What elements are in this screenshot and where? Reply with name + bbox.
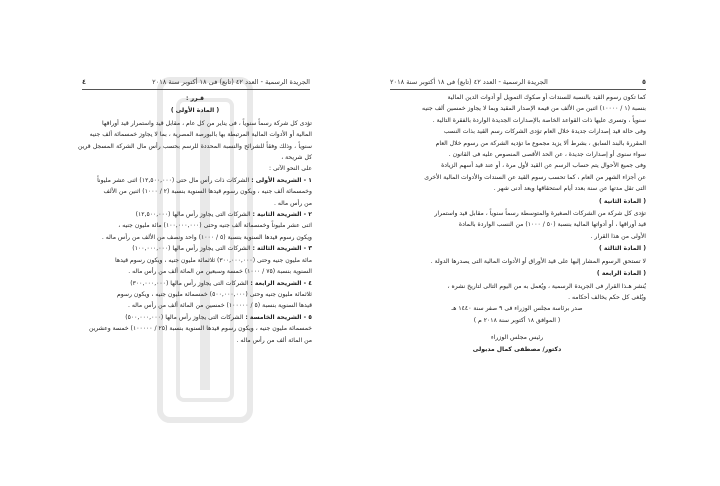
intro-line: بنسبة (١ / ١٠٠٠٠) اثنين من الألف من قيمة الإصدار المقيد وبما لا يجاوز خمسين ألف جنيه (422, 105, 646, 113)
tier-3-cont: السنوية بنسبة (٧٥ / ١٠٠٠) خمسة وسبعين من المائة ألف من رأس ماله . (128, 268, 312, 276)
article-2-line: الأولى من هذا القرار . (590, 232, 646, 240)
article-4-line: ويُلغى كل حكم يخالف أحكامه . (568, 293, 646, 301)
tier-2-cont: اثنى عشر مليوناً وخمسمائة ألف جنيه وحتى (١٠٠,٠٠٠,٠٠٠) مائة مليون جنيه ، (118, 222, 312, 230)
article-3-line: لا تستحق الرسوم المشار إليها على قيد الأوراق أو الأدوات المالية التى يصدرها الدولة . (430, 257, 646, 265)
intro-line: سنوياً ، وتسرى عليها ذات القواعد الخاصة بالإصدارات الجديدة الواردة بالفقرة التالية . (432, 116, 646, 124)
tier-2-cont: ويكون رسوم قيدها السنوية بنسبة (٥ / ١٠٠٠) واحد ونصف من الألف من رأس ماله . (101, 233, 312, 241)
article-4-title: ( المادة الرابعة ) (596, 270, 646, 278)
corresponding-date: ( الموافق ١٨ أكتوبر سنة ٢٠١٨ م ) (473, 316, 561, 324)
article-1-line: تؤدى كل شركة رسماً سنوياً ، فى يناير من كل عام ، مقابل قيد واستمرار قيد أوراقها (102, 119, 312, 127)
tier-4-cont: ثلاثمائة مليون جنيه وحتى (٥٠٠,٠٠٠,٠٠٠) خمسمائة مليون جنيه ، ويكون رسوم (116, 290, 312, 298)
tier-3-cont: مائة مليون جنيه وحتى (٣٠٠,٠٠٠,٠٠٠) ثلاثمائة مليون جنيه ، ويكون رسوم قيدها (115, 256, 312, 264)
article-1-title: ( المادة الأولى ) (170, 107, 220, 115)
signature-block (388, 332, 646, 355)
tier-2-line (78, 209, 312, 220)
left-page-number: ٤ (82, 78, 87, 86)
tier-5-cont: خمسمائة مليون جنيه ، ويكون رسوم قيدها السنوية بنسبة (٢٥ / ١٠٠٠٠٠) خمسة وعشرين (88, 325, 312, 333)
tier-4-label: ٤ - الشريحة الرابعة : (250, 279, 312, 287)
tier-4-text: الشركات التى يجاوز رأس مالها (٣٠٠,٠٠٠,٠٠٠) (130, 279, 249, 287)
article-2-line: تؤدى كل شركة من الشركات الصغيرة والمتوسطة رسماً سنوياً ، مقابل قيد واستمرار (434, 210, 646, 218)
issued-at: صدر برئاسة مجلس الوزراء فى ٩ صفر سنة ١٤٤٠ هـ (451, 305, 583, 313)
tier-1-line (78, 175, 312, 186)
intro-line: عن أجزاء الشهر من العام ، كما تحسب رسوم القيد عن السندات والأدوات المالية الأخرى (424, 173, 646, 181)
tier-1-text: الشركات ذات رأس مال حتى (١٢,٥٠٠,٠٠٠) اثنى عشر مليوناً (97, 176, 250, 184)
left-running-head-title: الجريدة الرسمية - العدد ٤٢ (تابع) فى ١٨ أكتوبر سنة ٢٠١٨ (152, 78, 310, 86)
tier-5-line (78, 312, 312, 323)
tier-3-line (78, 243, 312, 254)
article-1-line: على النحو الآتى : (268, 165, 312, 173)
tier-1-cont: من رأس ماله . (274, 199, 312, 207)
decision-heading: قـرر : (186, 95, 204, 102)
tier-1-cont: وخمسمائة ألف جنيه ، ويكون رسوم قيدها السنوية بنسبة (٢ / ١٠٠٠) اثنين من الألف (103, 188, 312, 196)
tier-3-label: ٣ - الشريحة الثالثة : (252, 245, 312, 253)
right-page (388, 56, 646, 476)
signatory-title: رئيس مجلس الوزراء (490, 334, 544, 342)
tier-1-label: ١ - الشريحة الأولى : (251, 176, 312, 184)
right-page-body (388, 92, 646, 355)
intro-line: المقررة بالبند السابق ، بشرط ألا يزيد مجموع ما تؤديه الشركة من رسوم خلال العام (435, 139, 646, 147)
tier-2-text: الشركات التى يجاوز رأس مالها (١٢,٥٠٠,٠٠٠) (135, 211, 251, 219)
article-3-title: ( المادة الثالثة ) (598, 245, 646, 253)
article-1-line: سنوياً ، وذلك وفقاً للشرائح والنسبة المحددة للرسم بحسب رأس مال الشركة المسجل قرين كل شريحة ، (78, 142, 312, 162)
intro-line: كما تكون رسوم القيد بالنسبة للسندات أو صكوك التمويل أو أدوات الدين المالية (447, 94, 646, 101)
right-running-head-title: الجريدة الرسمية - العدد ٤٢ (تابع) فى ١٨ أكتوبر سنة ٢٠١٨ (390, 78, 548, 86)
tier-2-label: ٢ - الشريحة الثانية : (252, 211, 312, 219)
signatory-name: دكتور/ مصطفى كمال مدبولى (472, 345, 562, 353)
left-page-body (78, 92, 312, 346)
tier-5-label: ٥ - الشريحة الخامسة : (245, 313, 312, 321)
tier-4-line (78, 278, 312, 289)
tier-4-cont: قيدها السنوية بنسبة (٥ / ١٠٠٠٠٠) خمسين من المائة ألف من رأس ماله . (128, 302, 312, 310)
intro-line: وفى جميع الأحوال يتم حساب الرسم عن القيد لأول مرة ، أو عند قيد أسهم الزيادة (441, 162, 646, 170)
article-4-line: يُنشر هـذا القرار فى الجريدة الرسمية ، ويُعمل به من اليوم التالى لتاريخ نشره ، (447, 282, 646, 290)
intro-line: التى تقل مدتها عن سنة بعدد أيام استحقاقها ويعد أدنى شهر . (493, 185, 646, 193)
tier-3-text: الشركات التى يجاوز رأس مالها (١٠٠,٠٠٠,٠٠٠) (132, 245, 251, 253)
intro-line: سواء سنوى أو إصدارات جديدة ، عن الحد الأقصى المنصوص عليه فى القانون . (448, 151, 646, 159)
article-2-line: قيد أوراقها ، أو أدواتها المالية بنسبة (٥٠ / ١٠٠٠) من النسب الواردة بالمادة (458, 221, 646, 229)
article-2-title: ( المادة الثانية ) (598, 197, 646, 205)
right-page-number: ٥ (641, 78, 646, 86)
intro-line: وفى حالة قيد إصدارات جديدة خلال العام تؤدى الشركات رسم القيد بذات النسب (443, 128, 646, 136)
article-1-line: المالية أو الأدوات المالية المرتبطة بها بالبورصة المصرية ، بما لا يجاوز خمسمائة ألف جنيه (89, 131, 312, 139)
tier-5-cont: من المائة ألف من رأس ماله . (236, 336, 312, 344)
tier-5-text: الشركات التى يجاوز رأس مالها (٥٠٠,٠٠٠,٠٠٠) (125, 313, 244, 321)
left-page (78, 56, 312, 476)
